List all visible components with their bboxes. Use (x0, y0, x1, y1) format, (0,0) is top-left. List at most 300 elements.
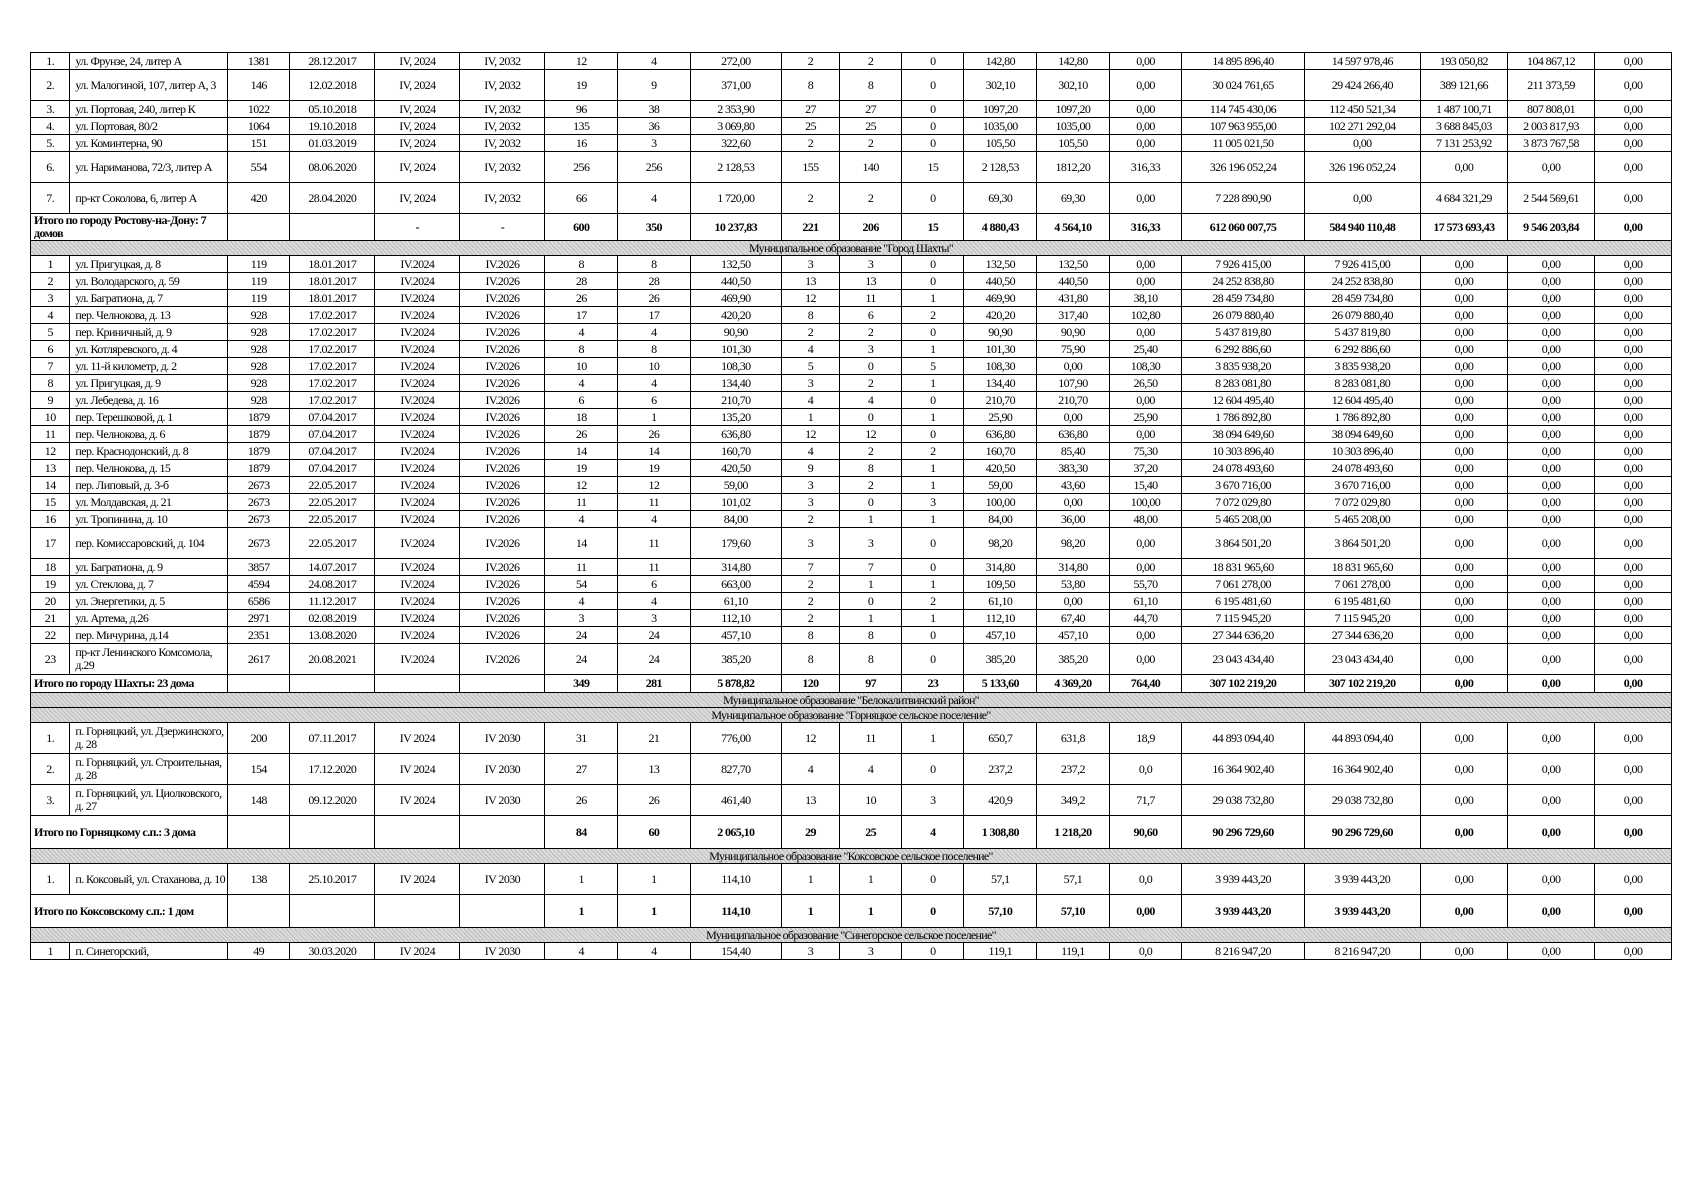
table-cell: 0,00 (1595, 358, 1672, 375)
table-cell: IV.2026 (460, 559, 545, 576)
table-cell: 1 (618, 409, 691, 426)
table-cell: 27 344 636,20 (1182, 627, 1304, 644)
table-cell: 0,00 (1508, 754, 1595, 785)
table-cell: 2 128,53 (690, 152, 781, 183)
table-cell: 142,80 (1037, 53, 1110, 70)
table-cell: 193 050,82 (1420, 53, 1507, 70)
table-cell: 554 (228, 152, 290, 183)
table-cell: 7 072 029,80 (1304, 494, 1420, 511)
table-cell: 7 926 415,00 (1182, 256, 1304, 273)
table-cell: IV.2024 (375, 644, 460, 675)
table-row (31, 183, 1672, 214)
subtotal-cell: 281 (618, 675, 691, 693)
subtotal-cell: 10 237,83 (690, 214, 781, 241)
table-cell: 200 (228, 723, 290, 754)
table-cell: 10 (545, 358, 618, 375)
table-cell: 10 303 896,40 (1304, 443, 1420, 460)
table-cell: 1097,20 (964, 101, 1037, 118)
table-cell: 0 (902, 864, 964, 895)
table-cell: 10 (840, 785, 902, 816)
row-number-cell: 1. (31, 864, 70, 895)
table-cell: 0,00 (1304, 183, 1420, 214)
table-row (31, 593, 1672, 610)
table-cell: 302,10 (1037, 70, 1110, 101)
table-cell: 26 (618, 785, 691, 816)
table-cell: 0,00 (1109, 183, 1182, 214)
table-cell: 0,00 (1508, 409, 1595, 426)
table-cell: 4594 (228, 576, 290, 593)
table-cell: 1 (840, 610, 902, 627)
table-cell: 0 (840, 593, 902, 610)
table-cell: 2 128,53 (964, 152, 1037, 183)
table-cell: 2 (902, 593, 964, 610)
subtotal-cell: 84 (545, 816, 618, 849)
table-cell: 0,00 (1109, 53, 1182, 70)
address-cell: пер. Мичурина, д.14 (70, 627, 228, 644)
row-number-cell: 22 (31, 627, 70, 644)
table-cell: IV 2024 (375, 723, 460, 754)
table-cell: 0,00 (1595, 576, 1672, 593)
table-cell: 132,50 (690, 256, 781, 273)
address-cell: ул. Багратиона, д. 7 (70, 290, 228, 307)
subtotal-cell: 1 218,20 (1037, 816, 1110, 849)
table-cell: 12 (781, 290, 839, 307)
table-cell: 7 115 945,20 (1304, 610, 1420, 627)
table-cell: IV.2024 (375, 409, 460, 426)
table-cell: 8 283 081,80 (1182, 375, 1304, 392)
table-cell: 0,00 (1595, 273, 1672, 290)
table-cell: 25 (781, 118, 839, 135)
table-cell: 155 (781, 152, 839, 183)
table-cell: 8 (840, 644, 902, 675)
table-cell: 0,00 (1595, 409, 1672, 426)
table-cell: 314,80 (690, 559, 781, 576)
subtotal-cell: 5 133,60 (964, 675, 1037, 693)
table-cell: 10 303 896,40 (1182, 443, 1304, 460)
table-cell: IV.2024 (375, 593, 460, 610)
address-cell: ул. Артема, д.26 (70, 610, 228, 627)
table-cell: 13 (618, 754, 691, 785)
table-cell: 2 (781, 610, 839, 627)
table-cell: 2 (781, 183, 839, 214)
table-cell: 12 (781, 723, 839, 754)
table-cell: 24 078 493,60 (1304, 460, 1420, 477)
table-cell: 29 038 732,80 (1304, 785, 1420, 816)
subtotal-cell: 57,10 (964, 895, 1037, 928)
table-cell: 08.06.2020 (290, 152, 375, 183)
table-cell: 8 (840, 70, 902, 101)
table-row (31, 644, 1672, 675)
table-cell: 0,00 (1595, 135, 1672, 152)
table-cell: 326 196 052,24 (1304, 152, 1420, 183)
table-row (31, 135, 1672, 152)
table-cell: 0,00 (1595, 70, 1672, 101)
table-cell: 22.05.2017 (290, 511, 375, 528)
subtotal-cell: 612 060 007,75 (1182, 214, 1304, 241)
table-cell: 349,2 (1037, 785, 1110, 816)
table-cell: 0,00 (1508, 152, 1595, 183)
table-cell: 0,00 (1508, 477, 1595, 494)
table-row (31, 723, 1672, 754)
table-cell: 0,00 (1420, 511, 1507, 528)
table-cell: 43,60 (1037, 477, 1110, 494)
table-cell: 9 (781, 460, 839, 477)
subtotal-cell: 307 102 219,20 (1304, 675, 1420, 693)
table-cell: 100,00 (1109, 494, 1182, 511)
table-cell: 07.04.2017 (290, 460, 375, 477)
table-cell: 0,00 (1109, 528, 1182, 559)
table-cell: 3 (618, 135, 691, 152)
table-cell: 237,2 (1037, 754, 1110, 785)
table-cell: 107 963 955,00 (1182, 118, 1304, 135)
table-cell: 0,00 (1420, 943, 1507, 960)
table-cell: 2 544 569,61 (1508, 183, 1595, 214)
address-cell: п. Горняцкий, ул. Циолковского, д. 27 (70, 785, 228, 816)
table-cell: 0 (902, 627, 964, 644)
address-cell: ул. Молдавская, д. 21 (70, 494, 228, 511)
table-cell: 0,00 (1595, 528, 1672, 559)
table-cell: 75,90 (1037, 341, 1110, 358)
table-cell: 0,00 (1595, 290, 1672, 307)
table-cell: 14 895 896,40 (1182, 53, 1304, 70)
table-cell: 18.01.2017 (290, 273, 375, 290)
table-cell: 135,20 (690, 409, 781, 426)
table-cell: 11 (618, 528, 691, 559)
table-row (31, 307, 1672, 324)
table-cell: 28 459 734,80 (1182, 290, 1304, 307)
table-cell: IV.2024 (375, 375, 460, 392)
table-row (31, 256, 1672, 273)
table-cell: IV.2026 (460, 494, 545, 511)
subtotal-cell (460, 675, 545, 693)
table-cell: 90,90 (1037, 324, 1110, 341)
table-cell: 17.02.2017 (290, 341, 375, 358)
subtotal-cell: 307 102 219,20 (1182, 675, 1304, 693)
table-cell: 0,00 (1595, 307, 1672, 324)
table-cell: 440,50 (1037, 273, 1110, 290)
table-cell: 07.04.2017 (290, 443, 375, 460)
table-cell: 928 (228, 375, 290, 392)
table-cell: 101,02 (690, 494, 781, 511)
table-cell: 0,00 (1508, 324, 1595, 341)
table-cell: 0,00 (1508, 358, 1595, 375)
table-cell: IV.2026 (460, 273, 545, 290)
subtotal-cell (290, 895, 375, 928)
table-row (31, 375, 1672, 392)
table-cell: 3 (781, 477, 839, 494)
subtotal-cell (290, 214, 375, 241)
subtotal-cell: 0,00 (1420, 675, 1507, 693)
subtotal-cell (228, 214, 290, 241)
table-cell: 0,00 (1595, 627, 1672, 644)
subtotal-cell (290, 675, 375, 693)
table-cell: 0 (902, 70, 964, 101)
table-cell: 3 (781, 494, 839, 511)
table-cell: 0,00 (1508, 723, 1595, 754)
table-cell: 38 094 649,60 (1182, 426, 1304, 443)
table-cell: 385,20 (1037, 644, 1110, 675)
subtotal-cell: - (375, 214, 460, 241)
table-cell: 13.08.2020 (290, 627, 375, 644)
table-cell: 0 (902, 559, 964, 576)
table-cell: 0,00 (1109, 392, 1182, 409)
address-cell: ул. Пригуцкая, д. 8 (70, 256, 228, 273)
table-cell: 84,00 (690, 511, 781, 528)
table-row (31, 443, 1672, 460)
table-cell: IV.2026 (460, 627, 545, 644)
table-cell: IV.2026 (460, 610, 545, 627)
table-cell: 0,00 (1109, 324, 1182, 341)
table-cell: 11 (618, 494, 691, 511)
table-cell: 26 (618, 290, 691, 307)
table-cell: 0,00 (1420, 754, 1507, 785)
row-number-cell: 3. (31, 785, 70, 816)
table-cell: 371,00 (690, 70, 781, 101)
row-number-cell: 5 (31, 324, 70, 341)
table-cell: 22.05.2017 (290, 528, 375, 559)
table-cell: 11.12.2017 (290, 593, 375, 610)
address-cell: ул. Нариманова, 72/3, литер А (70, 152, 228, 183)
table-cell: 18 (545, 409, 618, 426)
table-row (31, 576, 1672, 593)
table-cell: IV 2030 (460, 864, 545, 895)
table-cell: 0,00 (1595, 723, 1672, 754)
table-cell: 0,00 (1508, 576, 1595, 593)
table-row (31, 864, 1672, 895)
address-cell: п. Горняцкий, ул. Дзержинского, д. 28 (70, 723, 228, 754)
table-cell: IV, 2024 (375, 53, 460, 70)
table-cell: 26 (618, 426, 691, 443)
table-cell: 119 (228, 273, 290, 290)
table-cell: 0,00 (1595, 644, 1672, 675)
table-cell: 7 061 278,00 (1304, 576, 1420, 593)
table-cell: 0,00 (1508, 559, 1595, 576)
table-cell: 09.12.2020 (290, 785, 375, 816)
housing-register-table (30, 52, 1672, 960)
table-cell: 2 (840, 135, 902, 152)
table-cell: 38,10 (1109, 290, 1182, 307)
table-cell: 0,00 (1304, 135, 1420, 152)
table-cell: 0,00 (1508, 460, 1595, 477)
table-cell: 0 (902, 754, 964, 785)
resettlement-register-sheet (30, 52, 1672, 960)
table-cell: 05.10.2018 (290, 101, 375, 118)
table-cell: 469,90 (690, 290, 781, 307)
table-cell: 256 (618, 152, 691, 183)
table-cell: 18 831 965,60 (1182, 559, 1304, 576)
municipality-section-row (31, 241, 1672, 256)
table-cell: 17 (618, 307, 691, 324)
row-number-cell: 5. (31, 135, 70, 152)
table-cell: 61,10 (964, 593, 1037, 610)
table-cell: 383,30 (1037, 460, 1110, 477)
table-cell: 6586 (228, 593, 290, 610)
table-cell: 4 (545, 943, 618, 960)
municipality-section-row (31, 708, 1672, 723)
table-cell: 49 (228, 943, 290, 960)
table-cell: 636,80 (964, 426, 1037, 443)
table-cell: 0,00 (1508, 864, 1595, 895)
table-cell: 3 (902, 785, 964, 816)
subtotal-cell: 0 (902, 895, 964, 928)
table-cell: 0,00 (1508, 644, 1595, 675)
subtotal-label: Итого по городу Шахты: 23 дома (31, 675, 228, 693)
subtotal-row (31, 816, 1672, 849)
subtotal-row (31, 895, 1672, 928)
table-cell: 2 (781, 511, 839, 528)
table-cell: 3 (840, 341, 902, 358)
table-cell: 776,00 (690, 723, 781, 754)
table-cell: 90,90 (964, 324, 1037, 341)
address-cell: пр-кт Ленинского Комсомола, д.29 (70, 644, 228, 675)
table-cell: 31 (545, 723, 618, 754)
table-cell: IV 2024 (375, 754, 460, 785)
table-row (31, 559, 1672, 576)
table-cell: 928 (228, 392, 290, 409)
table-cell: IV 2030 (460, 943, 545, 960)
row-number-cell: 13 (31, 460, 70, 477)
subtotal-cell: 17 573 693,43 (1420, 214, 1507, 241)
table-cell: IV.2024 (375, 307, 460, 324)
table-cell: 2 (840, 375, 902, 392)
table-cell: 5 (902, 358, 964, 375)
table-row (31, 610, 1672, 627)
subtotal-row (31, 675, 1672, 693)
table-cell: 112,10 (964, 610, 1037, 627)
table-cell: 7 228 890,90 (1182, 183, 1304, 214)
table-cell: 0,00 (1508, 307, 1595, 324)
table-cell: 18.01.2017 (290, 290, 375, 307)
table-cell: IV, 2024 (375, 118, 460, 135)
table-cell: 54 (545, 576, 618, 593)
row-number-cell: 8 (31, 375, 70, 392)
table-cell: IV.2026 (460, 460, 545, 477)
row-number-cell: 1. (31, 723, 70, 754)
table-cell: 0,00 (1508, 256, 1595, 273)
table-cell: 3 864 501,20 (1304, 528, 1420, 559)
table-cell: 827,70 (690, 754, 781, 785)
table-cell: 0,00 (1595, 375, 1672, 392)
table-cell: 114,10 (690, 864, 781, 895)
subtotal-cell: 4 564,10 (1037, 214, 1110, 241)
table-cell: 14 597 978,46 (1304, 53, 1420, 70)
table-cell: 23 043 434,40 (1182, 644, 1304, 675)
table-cell: 0,00 (1595, 864, 1672, 895)
table-cell: IV.2024 (375, 494, 460, 511)
table-cell: IV.2026 (460, 341, 545, 358)
table-cell: 0 (902, 943, 964, 960)
row-number-cell: 16 (31, 511, 70, 528)
table-cell: 17.02.2017 (290, 358, 375, 375)
table-cell: 0 (840, 358, 902, 375)
table-cell: 27 (840, 101, 902, 118)
table-cell: 7 061 278,00 (1182, 576, 1304, 593)
row-number-cell: 11 (31, 426, 70, 443)
table-cell: 0,00 (1109, 70, 1182, 101)
table-cell: 0,00 (1420, 576, 1507, 593)
table-cell: 650,7 (964, 723, 1037, 754)
table-cell: 132,50 (1037, 256, 1110, 273)
table-cell: 148 (228, 785, 290, 816)
address-cell: ул. Портовая, 80/2 (70, 118, 228, 135)
table-cell: 6 (545, 392, 618, 409)
table-row (31, 152, 1672, 183)
table-cell: 440,50 (964, 273, 1037, 290)
subtotal-cell: 0,00 (1595, 895, 1672, 928)
subtotal-cell: 114,10 (690, 895, 781, 928)
table-cell: 0,00 (1508, 785, 1595, 816)
table-cell: 2 (781, 53, 839, 70)
table-cell: 44,70 (1109, 610, 1182, 627)
table-cell: 5 465 208,00 (1182, 511, 1304, 528)
table-cell: IV.2026 (460, 375, 545, 392)
table-cell: 5 437 819,80 (1182, 324, 1304, 341)
table-cell: 0,00 (1595, 785, 1672, 816)
table-cell: 2617 (228, 644, 290, 675)
table-cell: 4 (618, 511, 691, 528)
table-cell: 420,50 (690, 460, 781, 477)
table-cell: 0,00 (1420, 324, 1507, 341)
table-cell: 1 (840, 864, 902, 895)
row-number-cell: 10 (31, 409, 70, 426)
address-cell: ул. Лебедева, д. 16 (70, 392, 228, 409)
table-cell: 2351 (228, 627, 290, 644)
table-cell: 57,1 (964, 864, 1037, 895)
table-cell: 0,0 (1109, 943, 1182, 960)
address-cell: ул. Котляревского, д. 4 (70, 341, 228, 358)
subtotal-cell: 97 (840, 675, 902, 693)
table-cell: 4 (781, 443, 839, 460)
table-cell: 3 (781, 375, 839, 392)
table-cell: 8 (781, 644, 839, 675)
subtotal-cell: 4 369,20 (1037, 675, 1110, 693)
table-cell: 16 364 902,40 (1304, 754, 1420, 785)
table-cell: 105,50 (964, 135, 1037, 152)
table-cell: IV.2026 (460, 290, 545, 307)
table-cell: 4 (781, 392, 839, 409)
table-cell: 4 (618, 324, 691, 341)
table-cell: 19 (545, 70, 618, 101)
table-cell: IV.2024 (375, 460, 460, 477)
table-cell: 07.11.2017 (290, 723, 375, 754)
table-cell: 23 043 434,40 (1304, 644, 1420, 675)
table-cell: 3 (781, 943, 839, 960)
row-number-cell: 15 (31, 494, 70, 511)
address-cell: ул. 11-й километр, д. 2 (70, 358, 228, 375)
table-cell: 2673 (228, 511, 290, 528)
table-cell: 4 (618, 375, 691, 392)
table-cell: 0,00 (1109, 118, 1182, 135)
table-cell: 27 (545, 754, 618, 785)
table-cell: 4 (545, 375, 618, 392)
table-cell: 8 (545, 341, 618, 358)
table-row (31, 943, 1672, 960)
table-cell: 16 364 902,40 (1182, 754, 1304, 785)
table-cell: 11 (545, 494, 618, 511)
table-cell: 4 (840, 392, 902, 409)
table-cell: 210,70 (1037, 392, 1110, 409)
table-cell: 0,00 (1595, 511, 1672, 528)
table-cell: 2 (781, 135, 839, 152)
subtotal-cell: 9 546 203,84 (1508, 214, 1595, 241)
table-cell: IV.2024 (375, 324, 460, 341)
subtotal-cell: 1 308,80 (964, 816, 1037, 849)
table-cell: 1 720,00 (690, 183, 781, 214)
table-cell: 14 (618, 443, 691, 460)
table-cell: 3 670 716,00 (1182, 477, 1304, 494)
table-cell: 38 094 649,60 (1304, 426, 1420, 443)
table-cell: 30.03.2020 (290, 943, 375, 960)
